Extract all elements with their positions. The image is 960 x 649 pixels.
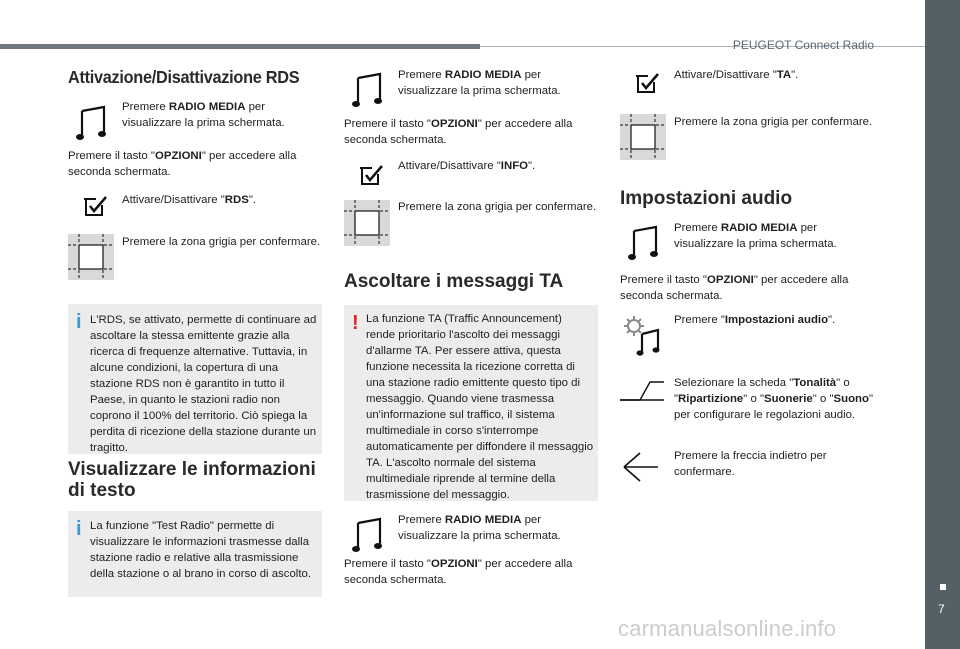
- section-title-audio: Impostazioni audio: [620, 188, 793, 209]
- info-icon: i: [76, 518, 82, 540]
- step-text: Premere la zona grigia per confermare.: [674, 116, 873, 128]
- info-note-text: La funzione "Test Radio" permette di visualizzare le informazioni trasmesse dalla stazione radio e relative alla trasmissione della stazione o al brano in corso di ascolto.: [90, 520, 311, 580]
- section-title-ta: Ascoltare i messaggi TA: [344, 271, 564, 292]
- step-text: Premere RADIO MEDIA per visualizzare la prima schermata.: [398, 514, 561, 542]
- step-text: Premere il tasto "OPZIONI" per accedere alla seconda schermata.: [68, 150, 297, 178]
- checkbox-check-icon: [82, 193, 108, 219]
- step-text: Premere "Impostazioni audio".: [674, 314, 836, 326]
- step-text: Premere RADIO MEDIA per visualizzare la prima schermata.: [674, 222, 837, 250]
- step-text: Selezionare la scheda "Tonalità" o "Ripartizione" o "Suonerie" o "Suono" per configurare le regolazioni audio.: [674, 377, 873, 421]
- warning-note-text: La funzione TA (Traffic Announcement) rende prioritario l'ascolto dei messaggi d'allarme TA. Per essere attiva, questa funzione necessita la ricezione corretta di una stazione radio emittente questo tipo di messaggio. Quando viene trasmessa un'informazione sul traffico, il sistema multimediale in corso s'interrompe automaticamente per diffondere il messaggio TA. L'ascolto normale del sistema multimediale riprende al termine della trasmissione del messaggio.: [366, 313, 594, 501]
- info-note-text: L'RDS, se attivato, permette di continuare ad ascoltare la stessa emittente grazie alla ricerca di frequenze alternative. Tuttavia, in alcune condizioni, la copertura di una stazione RDS non è garantito in tutto il Paese, in quanto le stazioni radio non coprono il 100% del territorio. Ciò spiega la perdita di ricezione della stazione durante un tragitto.: [90, 314, 317, 454]
- header-title: PEUGEOT Connect Radio: [732, 38, 874, 52]
- step-text: Attivare/Disattivare "INFO".: [398, 160, 536, 172]
- warning-note: [344, 305, 598, 501]
- grey-zone-icon: [344, 200, 390, 246]
- step-text: Premere RADIO MEDIA per visualizzare la prima schermata.: [398, 69, 561, 97]
- header-rule: [0, 44, 480, 49]
- step-text: Premere il tasto "OPZIONI" per accedere alla seconda schermata.: [344, 558, 573, 586]
- music-note-icon: [625, 223, 665, 263]
- info-note: [68, 304, 322, 454]
- step-text: Attivare/Disattivare "TA".: [674, 69, 799, 81]
- section-title-rds: Attivazione/Disattivazione RDS: [68, 67, 300, 87]
- step-text: Premere la zona grigia per confermare.: [398, 201, 597, 213]
- step-text: Premere il tasto "OPZIONI" per accedere alla seconda schermata.: [620, 274, 849, 302]
- step-text: Attivare/Disattivare "RDS".: [122, 194, 257, 206]
- section-title-text-info: Visualizzare le informazioni di testo: [68, 459, 316, 501]
- info-icon: i: [76, 311, 82, 333]
- checkbox-check-icon: [358, 162, 384, 188]
- step-text: Premere la freccia indietro per confermare.: [674, 450, 827, 478]
- step-text: Premere il tasto "OPZIONI" per accedere alla seconda schermata.: [344, 118, 573, 146]
- warning-icon: !: [352, 312, 359, 334]
- music-note-icon: [349, 70, 389, 110]
- settings-music-icon: [622, 314, 662, 356]
- music-note-icon: [73, 103, 113, 143]
- info-note: [68, 511, 322, 597]
- grey-zone-icon: [620, 114, 666, 160]
- tab-icon: [620, 378, 666, 404]
- checkbox-check-icon: [634, 70, 660, 96]
- step-text: Premere RADIO MEDIA per visualizzare la prima schermata.: [122, 101, 285, 129]
- page-marker: [940, 584, 946, 590]
- back-arrow-icon: [620, 450, 660, 484]
- side-band: [925, 0, 960, 649]
- grey-zone-icon: [68, 234, 114, 280]
- page-number: 7: [938, 602, 945, 616]
- watermark: carmanualsonline.info: [618, 616, 837, 641]
- step-text: Premere la zona grigia per confermare.: [122, 236, 321, 248]
- music-note-icon: [349, 515, 389, 555]
